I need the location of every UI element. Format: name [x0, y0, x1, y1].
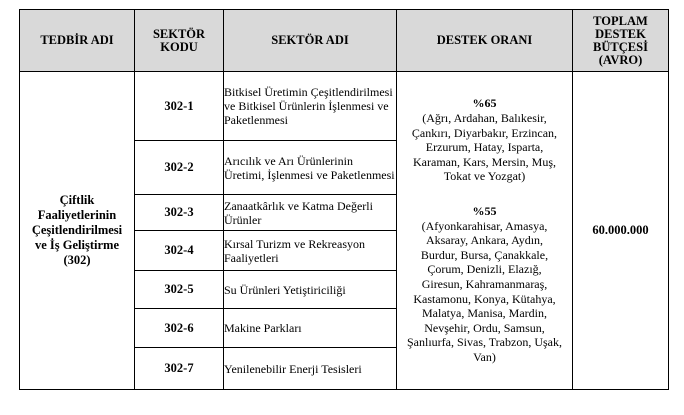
header-sector-code — [135, 10, 224, 72]
header-sector-code-line: SEKTÖR — [152, 26, 206, 41]
header-total-budget-line: DESTEK — [595, 26, 646, 41]
header-sector-code-line: KODU — [160, 39, 198, 54]
rate-group-spacer — [397, 184, 572, 204]
province-line: Giresun, Kahramanmaraş, — [421, 276, 548, 291]
province-line: Karaman, Kars, Mersin, Muş, — [413, 154, 556, 169]
header-measure-name: TEDBİR ADI — [20, 10, 135, 72]
sector-code: 302-7 — [135, 348, 224, 390]
province-line: Şanlıurfa, Sivas, Trabzon, Uşak, — [407, 335, 562, 350]
header-total-budget-line: TOPLAM — [593, 13, 648, 28]
header-total-budget — [573, 10, 669, 72]
province-line: (Afyonkarahisar, Amasya, — [421, 218, 548, 233]
province-line: Kastamonu, Konya, Kütahya, — [413, 291, 556, 306]
sector-name: Su Ürünleri Yetiştiriciliği — [224, 271, 397, 309]
province-line: Çankırı, Diyarbakır, Erzincan, — [411, 125, 558, 140]
province-line: Van) — [473, 349, 496, 364]
sector-code: 302-5 — [135, 271, 224, 309]
sector-code: 302-6 — [135, 309, 224, 348]
header-total-budget-line: (AVRO) — [598, 52, 643, 67]
measure-name-line: Çiftlik — [59, 193, 95, 207]
province-line: (Ağrı, Ardahan, Balıkesir, — [422, 111, 547, 126]
sector-code: 302-3 — [135, 195, 224, 231]
support-table — [19, 9, 669, 390]
measure-name-cell — [20, 72, 135, 390]
sector-name: Makine Parkları — [224, 309, 397, 348]
header-support-rate: DESTEK ORANI — [397, 10, 573, 72]
header-row — [20, 10, 669, 72]
support-rate-percent: %55 — [472, 204, 497, 219]
sector-name: Yenilenebilir Enerji Tesisleri — [224, 348, 397, 390]
measure-name-line: Faaliyetlerinin — [37, 208, 117, 222]
province-line: Tokat ve Yozgat) — [443, 169, 526, 184]
province-line: Çorum, Denizli, Elazığ, — [427, 262, 542, 277]
province-line: Erzurum, Hatay, Isparta, — [425, 140, 544, 155]
measure-name-line: Çeşitlendirilmesi — [31, 223, 123, 237]
sector-code: 302-2 — [135, 141, 224, 195]
total-budget-value: 60.000.000 — [573, 72, 669, 390]
province-line: Burdur, Bursa, Çanakkale, — [420, 247, 549, 262]
sector-code: 302-1 — [135, 72, 224, 141]
measure-name-line: ve İş Geliştirme — [34, 238, 119, 252]
header-sector-name: SEKTÖR ADI — [224, 10, 397, 72]
measure-name-line: (302) — [63, 253, 91, 267]
sector-name: Kırsal Turizm ve Rekreasyon Faaliyetleri — [224, 231, 397, 271]
province-line: Aksaray, Ankara, Aydın, — [425, 233, 544, 248]
province-line: Malatya, Manisa, Mardin, — [422, 306, 547, 321]
sector-name: Zanaatkârlık ve Katma Değerli Ürünler — [224, 195, 397, 231]
header-total-budget-line: BÜTÇESİ — [593, 39, 648, 54]
table-row — [20, 72, 669, 141]
support-rate-cell — [397, 72, 573, 390]
sector-name: Bitkisel Üretimin Çeşitlendirilmesi ve Bitkisel Ürünlerin İşlenmesi ve Paketlenmesi — [224, 72, 397, 141]
province-line: Nevşehir, Ordu, Samsun, — [424, 320, 545, 335]
support-rate-percent: %65 — [472, 96, 497, 111]
sector-code: 302-4 — [135, 231, 224, 271]
sector-name: Arıcılık ve Arı Ürünlerinin Üretimi, İşlenmesi ve Paketlenmesi — [224, 141, 397, 195]
